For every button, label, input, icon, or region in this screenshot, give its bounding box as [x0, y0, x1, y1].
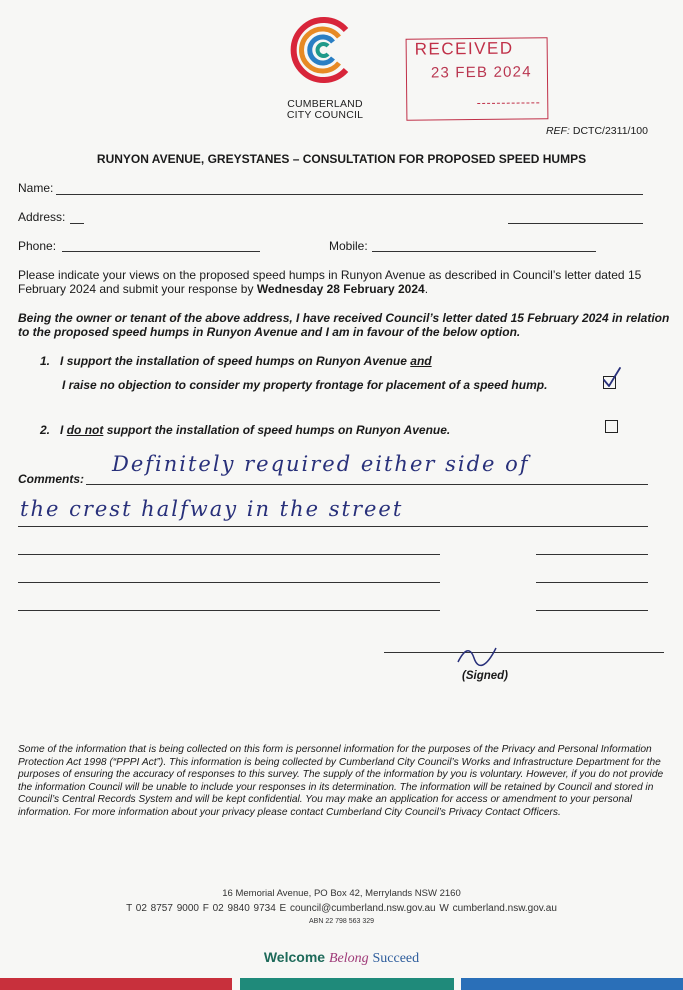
comments-line-4[interactable] [18, 582, 440, 583]
phone-field[interactable] [62, 251, 260, 252]
comments-line-5[interactable] [18, 610, 440, 611]
form-title: RUNYON AVENUE, GREYSTANES – CONSULTATION FOR PROPOSED SPEED HUMPS [96, 152, 587, 166]
name-label: Name: [18, 181, 54, 195]
intro-text: Please indicate your views on the proposed speed humps in Runyon Avenue as described in Council’s letter dated 15 February 2024 and submit your response by [18, 268, 642, 296]
council-logo [286, 14, 358, 86]
bottom-bar-green [240, 978, 454, 990]
address-field[interactable] [70, 223, 84, 224]
council-name-line1: CUMBERLAND [287, 98, 363, 110]
comment-handwriting-1: Definitely required either side of [112, 452, 530, 476]
comments-label: Comments: [18, 472, 85, 486]
comments-line-5-end[interactable] [536, 610, 648, 611]
option-2-text: support the installation of speed humps on Runyon Avenue. [103, 423, 451, 437]
council-name-line2: CITY COUNCIL [286, 109, 364, 121]
council-tagline [0, 949, 683, 967]
option-1-checkmark [600, 366, 624, 390]
declaration-statement: Being the owner or tenant of the above address, I have received Council’s letter dated 15 February 2024 in relation to the proposed speed humps in Runyon Avenue and I am in favour of the below option. [18, 311, 670, 339]
ref-label: REF: [545, 125, 570, 137]
intro-end: . [424, 282, 429, 296]
privacy-notice: Some of the information that is being collected on this form is personnel information for the purposes of the Privacy and Personal Information Protection Act 1998 (“PPPI Act”). This information is being collected by Cumberland City Council’s Works and Infrastructure Department for the purposes of ensuring the accuracy of responses to this survey. The supply of the information by you is voluntary. However, if you do not provide the information Council will be unable to include your responses in its determination. The information will be retained by Council and stored in Council’s Central Records System and will be kept confidential. You may make an application for access or amendment to your personal information. For more information about your privacy please contact Cumberland City Council’s Privacy Contact Officers. [18, 744, 664, 818]
footer-abn: ABN 22 798 563 329 [309, 918, 374, 925]
option-2-checkbox[interactable] [605, 420, 618, 433]
tagline-belong: Belong [328, 951, 369, 966]
tagline-succeed: Succeed [372, 951, 420, 966]
footer-address: 16 Memorial Avenue, PO Box 42, Merrylands NSW 2160 [222, 888, 461, 899]
footer-contacts: T 02 8757 9000 F 02 9840 9734 E council@cumberland.nsw.gov.au W cumberland.nsw.gov.au [126, 903, 557, 914]
comment-handwriting-2: the crest halfway in the street [20, 497, 404, 521]
option-1-number: 1. [40, 354, 51, 368]
comments-line-3[interactable] [18, 554, 440, 555]
mobile-label: Mobile: [329, 239, 368, 253]
tagline-welcome: Welcome [263, 949, 326, 965]
option-1-line2: I raise no objection to consider my property frontage for placement of a speed hump. [62, 378, 548, 392]
stamp-title: RECEIVED [414, 38, 514, 59]
address-label: Address: [18, 210, 66, 224]
option-1-text: I support the installation of speed humps on Runyon Avenue [60, 354, 411, 368]
address-field-end[interactable] [508, 223, 643, 224]
received-stamp [406, 37, 549, 120]
phone-label: Phone: [18, 239, 57, 253]
signature-line[interactable] [384, 652, 664, 653]
option-1-line1 [40, 354, 432, 368]
deadline-date: Wednesday 28 February 2024 [256, 282, 425, 296]
comments-line-4-end[interactable] [536, 582, 648, 583]
comments-line-1[interactable] [86, 484, 648, 485]
option-2-line [40, 423, 450, 437]
comments-line-2[interactable] [18, 526, 648, 527]
option-2-do-not: do not [66, 423, 104, 437]
mobile-field[interactable] [372, 251, 596, 252]
name-field[interactable] [56, 194, 643, 195]
option-2-number: 2. [40, 423, 51, 437]
stamp-date: 23 FEB 2024 [430, 63, 532, 82]
intro-paragraph [18, 268, 668, 296]
signed-label: (Signed) [462, 670, 508, 682]
stamp-signature-mark [477, 102, 539, 104]
option-2-prefix: I [60, 423, 67, 437]
signature-scribble [452, 640, 502, 670]
bottom-bar-red [0, 978, 232, 990]
ref-value: DCTC/2311/100 [572, 125, 648, 137]
option-1-and: and [410, 354, 432, 368]
reference-number [546, 125, 648, 137]
comments-line-3-end[interactable] [536, 554, 648, 555]
bottom-bar-blue [461, 978, 683, 990]
